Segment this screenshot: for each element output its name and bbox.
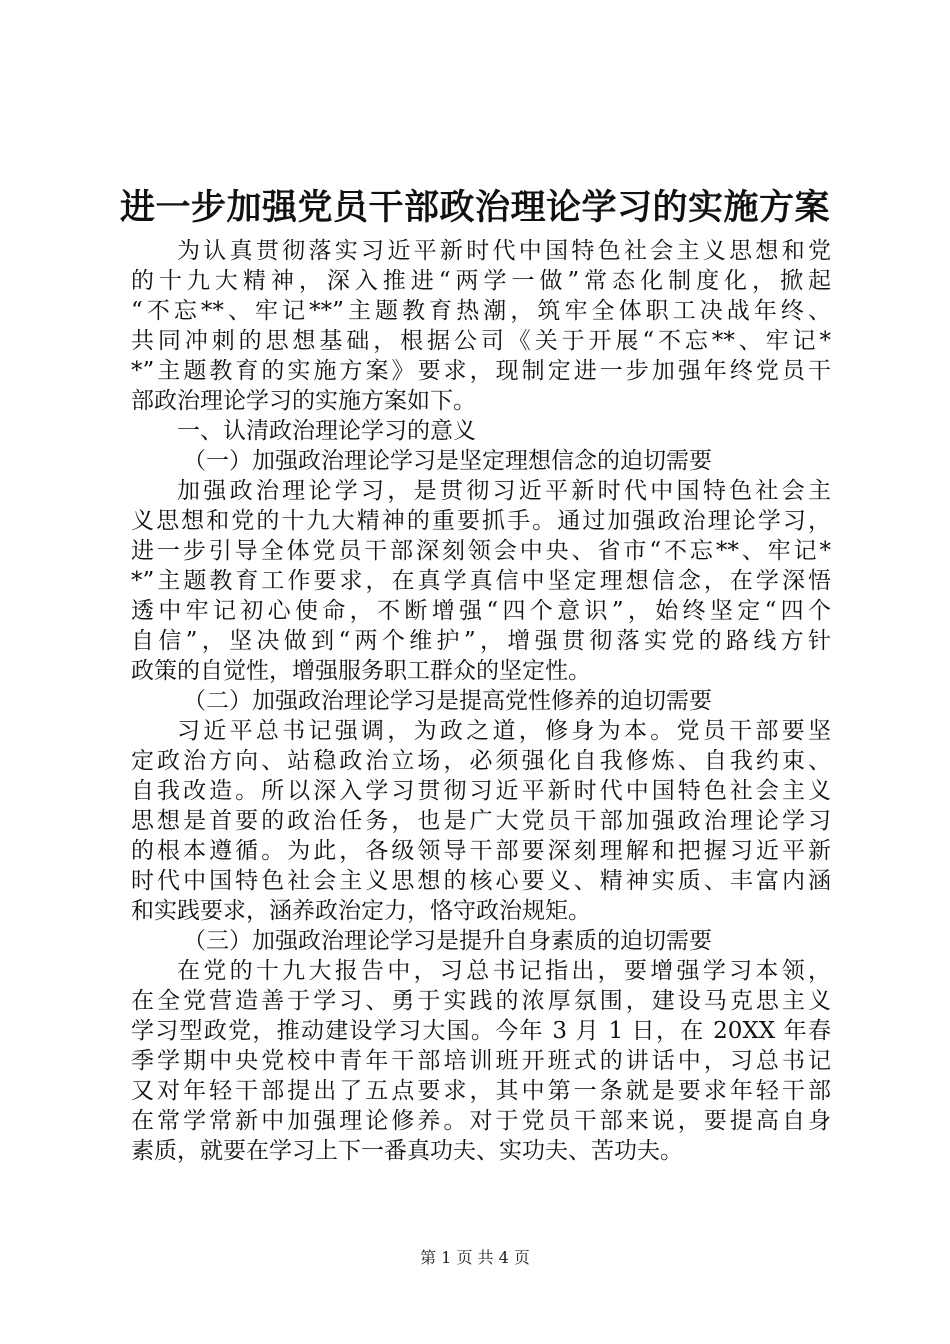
body-line: 自信”，坚决做到“两个维护”，增强贯彻落实党的路线方针 (131, 628, 831, 654)
document-title: 进一步加强党员干部政治理论学习的实施方案 (119, 187, 830, 228)
body-line: 自我改造。所以深入学习贯彻习近平新时代中国特色社会主义 (131, 778, 831, 804)
body-line: 为认真贯彻落实习近平新时代中国特色社会主义思想和党 (177, 238, 831, 264)
section-heading: 一、认清政治理论学习的意义 (177, 418, 476, 444)
body-line: 义思想和党的十九大精神的重要抓手。通过加强政治理论学习， (131, 508, 831, 534)
body-line: 时代中国特色社会主义思想的核心要义、精神实质、丰富内涵 (131, 868, 831, 894)
body-line: 进一步引导全体党员干部深刻领会中央、省市“不忘**、牢记* (131, 538, 831, 564)
body-line: 和实践要求，涵养政治定力，恪守政治规矩。 (131, 898, 591, 924)
subsection-heading: （二）加强政治理论学习是提高党性修养的迫切需要 (183, 688, 712, 714)
body-line: 在常学常新中加强理论修养。对于党员干部来说，要提高自身 (131, 1108, 831, 1134)
body-line: 素质，就要在学习上下一番真功夫、实功夫、苦功夫。 (131, 1138, 683, 1164)
body-line: *”主题教育工作要求，在真学真信中坚定理想信念，在学深悟 (131, 568, 831, 594)
body-line: 习近平总书记强调，为政之道，修身为本。党员干部要坚 (177, 718, 831, 744)
body-line: 的十九大精神，深入推进“两学一做”常态化制度化，掀起 (131, 268, 831, 294)
body-line: 学习型政党，推动建设学习大国。今年 3 月 1 日，在 20XX 年春 (131, 1018, 831, 1044)
body-line: *”主题教育的实施方案》要求，现制定进一步加强年终党员干 (131, 358, 831, 384)
page-number-footer: 第 1 页 共 4 页 (420, 1248, 530, 1267)
body-line: 部政治理论学习的实施方案如下。 (131, 388, 476, 414)
body-line: 共同冲刺的思想基础，根据公司《关于开展“不忘**、牢记* (131, 328, 831, 354)
body-line: 思想是首要的政治任务，也是广大党员干部加强政治理论学习 (131, 808, 831, 834)
document-body (131, 236, 831, 1166)
body-line: 政策的自觉性，增强服务职工群众的坚定性。 (131, 658, 591, 684)
body-line: 加强政治理论学习，是贯彻习近平新时代中国特色社会主 (177, 478, 831, 504)
body-line: 在全党营造善于学习、勇于实践的浓厚氛围，建设马克思主义 (131, 988, 831, 1014)
body-line: 又对年轻干部提出了五点要求，其中第一条就是要求年轻干部 (131, 1078, 831, 1104)
subsection-heading: （三）加强政治理论学习是提升自身素质的迫切需要 (183, 928, 712, 954)
body-line: “不忘**、牢记**”主题教育热潮，筑牢全体职工决战年终、 (131, 298, 831, 324)
body-line: 定政治方向、站稳政治立场，必须强化自我修炼、自我约束、 (131, 748, 831, 774)
body-line: 透中牢记初心使命，不断增强“四个意识”，始终坚定“四个 (131, 598, 831, 624)
subsection-heading: （一）加强政治理论学习是坚定理想信念的迫切需要 (183, 448, 712, 474)
body-line: 季学期中央党校中青年干部培训班开班式的讲话中，习总书记 (131, 1048, 831, 1074)
body-line: 的根本遵循。为此，各级领导干部要深刻理解和把握习近平新 (131, 838, 831, 864)
body-line: 在党的十九大报告中，习总书记指出，要增强学习本领， (177, 958, 831, 984)
